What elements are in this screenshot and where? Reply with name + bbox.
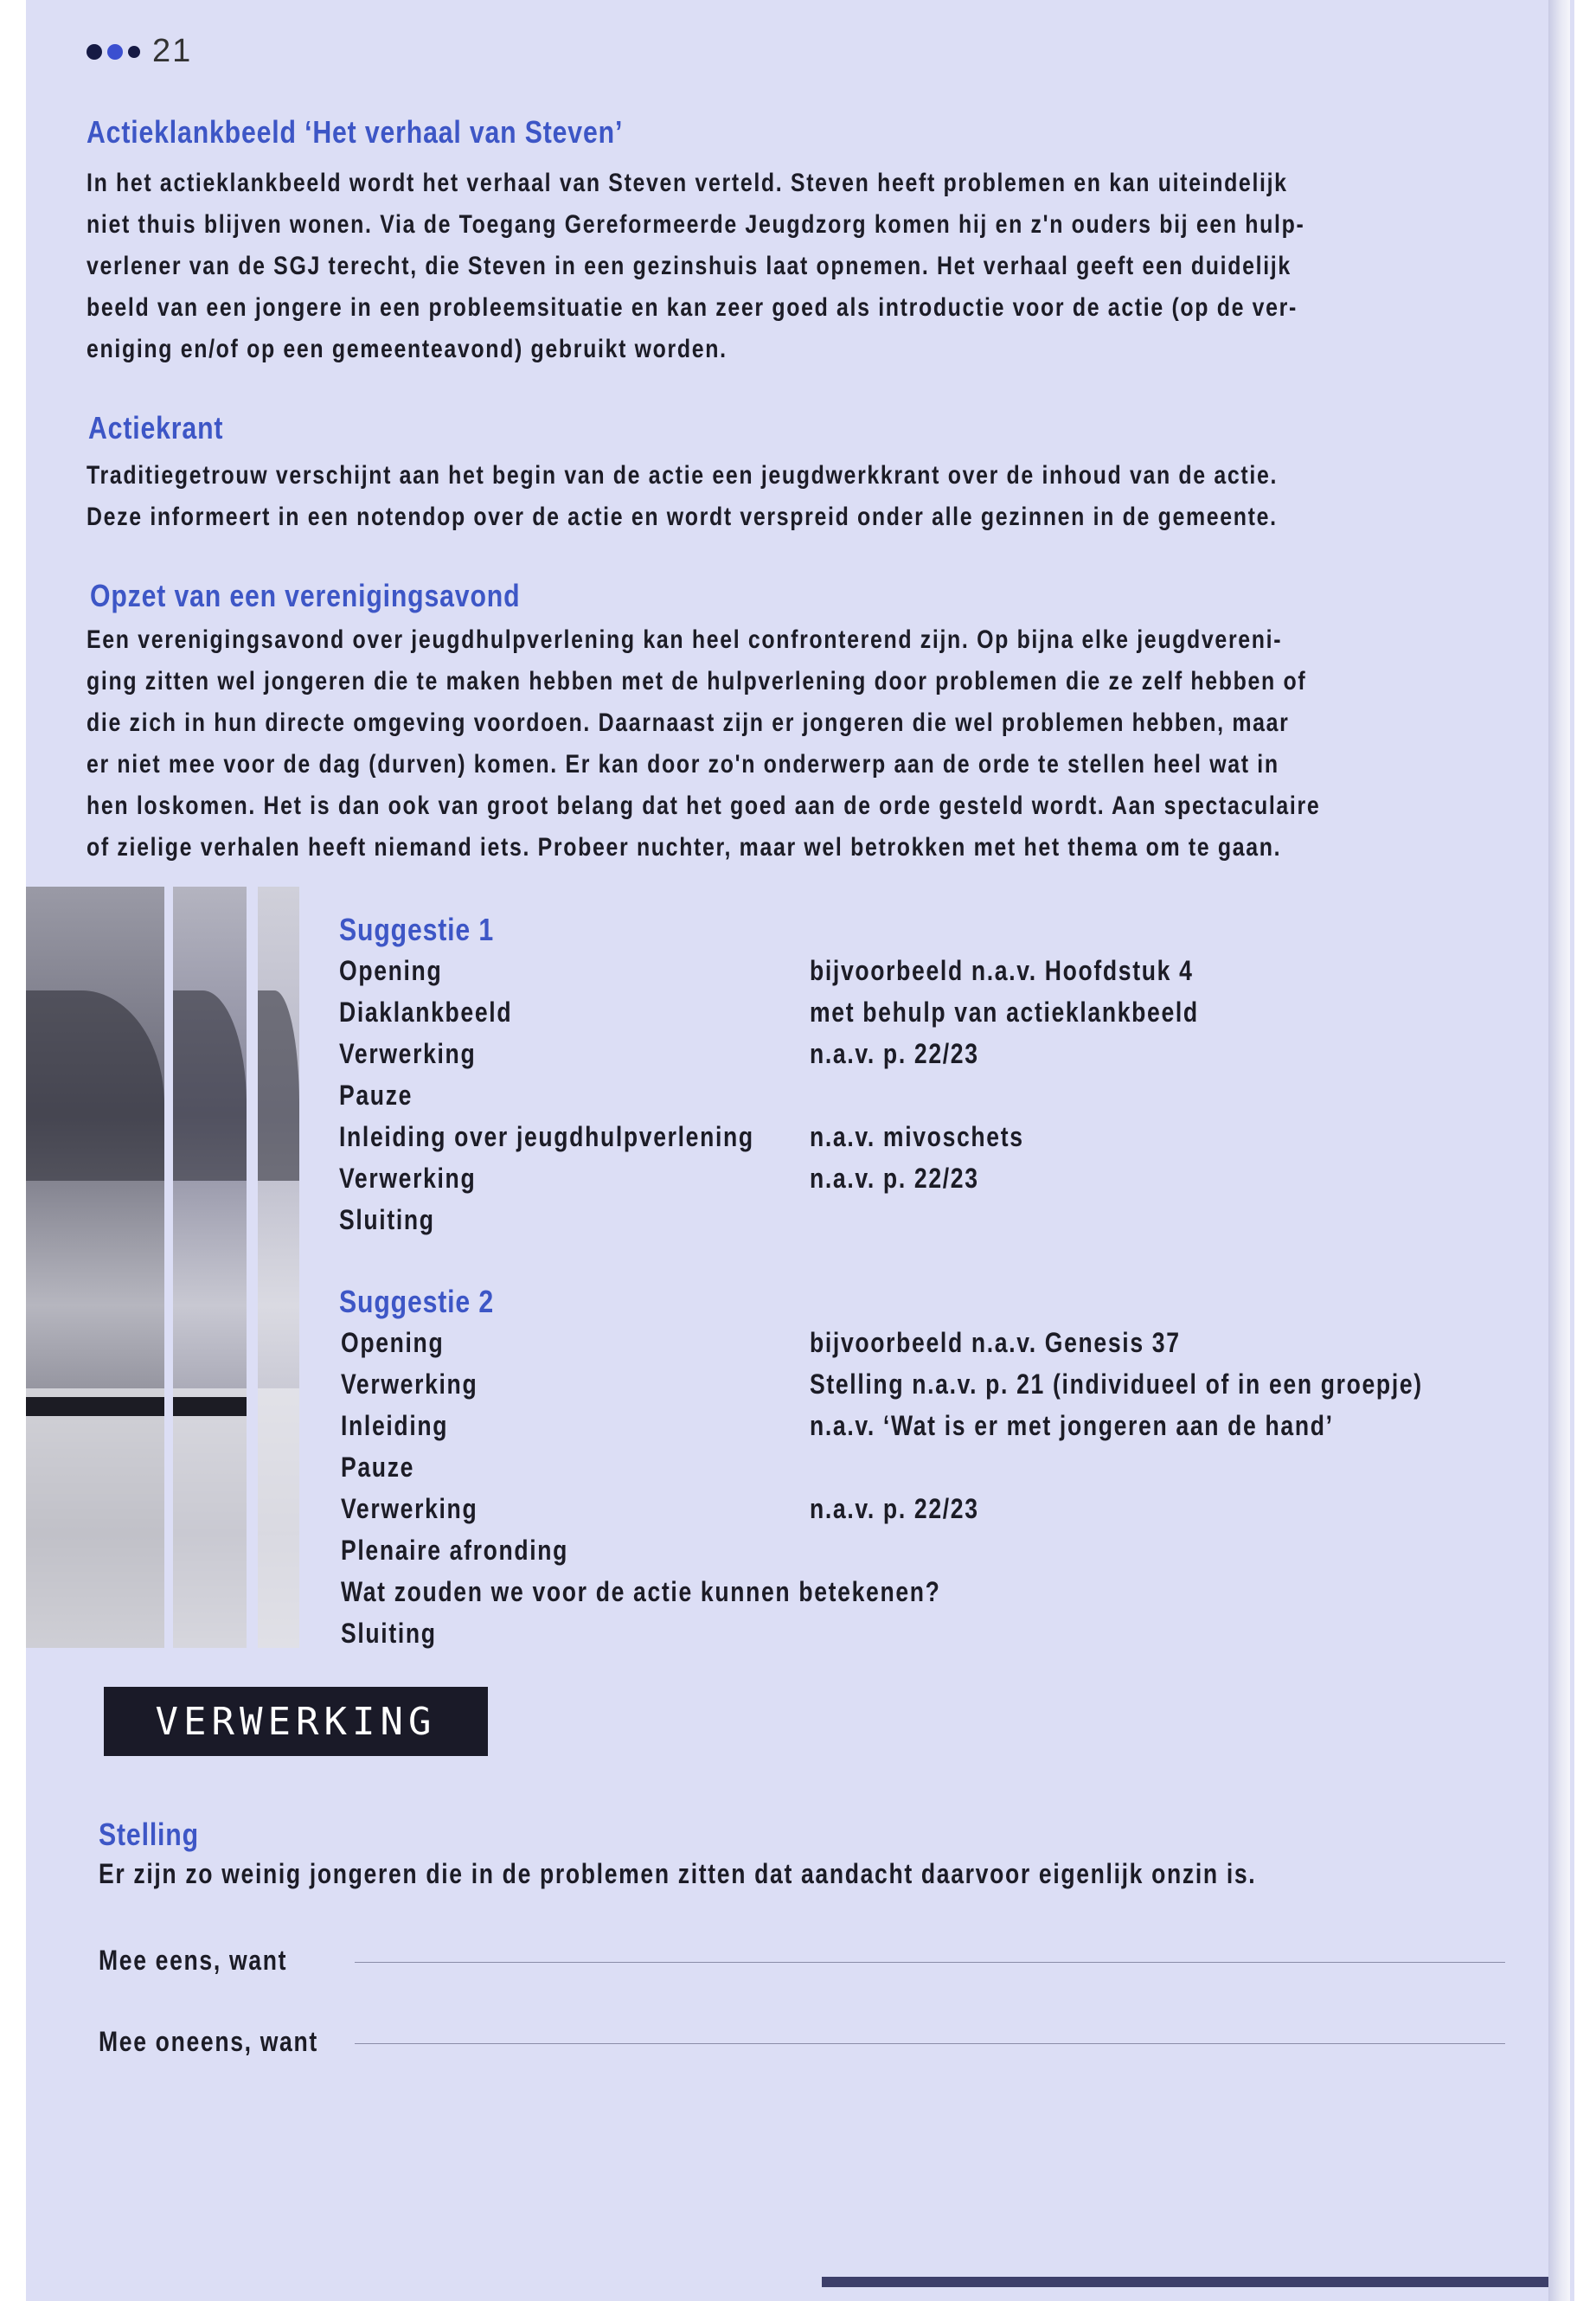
disagree-answer-line[interactable]	[355, 2043, 1505, 2044]
disagree-label: Mee oneens, want	[99, 2026, 318, 2057]
text-line: beeld van een jongere in een probleemsituatie en kan zeer goed als introductie voor de actie (op de ver-	[87, 293, 1298, 322]
text-line: verlener van de SGJ terecht, die Steven in een gezinshuis laat opnemen. Het verhaal geeft een duidelijk	[87, 252, 1292, 280]
agenda-item: Plenaire afronding	[341, 1535, 569, 1566]
text-line: Een verenigingsavond over jeugdhulpverlening kan heel confronterend zijn. Op bijna elke jeugdvereni-	[87, 625, 1283, 654]
text-line: Deze informeert in een notendop over de actie en wordt verspreid onder alle gezinnen in de gemeente.	[87, 503, 1278, 531]
page-edge	[1548, 0, 1570, 2301]
text-line: er niet mee voor de dag (durven) komen. Er kan door zo'n onderwerp aan de orde te stellen heel wat in	[87, 750, 1279, 779]
agenda-item: Sluiting	[339, 1204, 435, 1235]
agenda-note: bijvoorbeeld n.a.v. Hoofdstuk 4	[810, 955, 1194, 986]
text-line: eniging en/of op een gemeenteavond) gebruikt worden.	[87, 335, 727, 363]
portrait-photo-strip	[258, 887, 299, 1648]
section-heading-actieklankbeeld: Actieklankbeeld ‘Het verhaal van Steven’	[87, 114, 624, 150]
section-body-actiekrant	[87, 455, 1542, 538]
suggestie-1-heading: Suggestie 1	[339, 912, 494, 947]
agenda-note: n.a.v. p. 22/23	[810, 1038, 979, 1069]
portrait-photo-strip	[173, 887, 247, 1648]
agenda-item: Verwerking	[339, 1163, 477, 1194]
section-heading-actiekrant: Actiekrant	[88, 410, 224, 445]
agenda-note: n.a.v. p. 22/23	[810, 1163, 979, 1194]
agree-answer-line[interactable]	[355, 1962, 1505, 1963]
bullet-dot-icon	[107, 44, 123, 60]
bullet-dot-icon	[128, 46, 140, 58]
text-line: niet thuis blijven wonen. Via de Toegang Gereformeerde Jeugdzorg komen hij en z'n ouders bij een hulp-	[87, 210, 1305, 239]
agenda-note: n.a.v. p. 22/23	[810, 1493, 979, 1524]
section-body-verenigingsavond	[87, 619, 1542, 868]
agenda-item: Pauze	[339, 1080, 413, 1111]
agree-label: Mee eens, want	[99, 1945, 288, 1976]
text-line: In het actieklankbeeld wordt het verhaal van Steven verteld. Steven heeft problemen en kan uiteindelijk	[87, 169, 1288, 197]
bottom-edge-bar	[822, 2277, 1548, 2287]
agenda-item: Pauze	[341, 1452, 415, 1483]
text-line: Traditiegetrouw verschijnt aan het begin van de actie een jeugdwerkkrant over de inhoud van de actie.	[87, 461, 1279, 490]
section-body-actieklankbeeld	[87, 163, 1542, 370]
verwerking-label: VERWERKING	[155, 1699, 437, 1744]
portrait-photo-strip	[26, 887, 164, 1648]
document-page	[26, 0, 1574, 2301]
section-heading-verenigingsavond: Opzet van een verenigingsavond	[90, 578, 521, 613]
text-line: die zich in hun directe omgeving voordoen. Daarnaast zijn er jongeren die wel problemen hebben, maar	[87, 708, 1290, 737]
agenda-note: bijvoorbeeld n.a.v. Genesis 37	[810, 1327, 1181, 1358]
agenda-note: Stelling n.a.v. p. 21 (individueel of in een groepje)	[810, 1368, 1423, 1400]
agenda-item: Opening	[341, 1327, 445, 1358]
agenda-item: Verwerking	[341, 1368, 478, 1400]
agenda-item: Wat zouden we voor de actie kunnen betekenen?	[341, 1576, 941, 1607]
bullet-dot-icon	[87, 44, 102, 60]
agenda-note: n.a.v. ‘Wat is er met jongeren aan de hand’	[810, 1410, 1334, 1441]
verwerking-label-box	[104, 1687, 488, 1756]
agenda-item: Opening	[339, 955, 443, 986]
stelling-heading: Stelling	[99, 1817, 199, 1852]
agenda-item: Diaklankbeeld	[339, 997, 513, 1028]
text-line: hen loskomen. Het is dan ook van groot belang dat het goed aan de orde gesteld wordt. Aan spectaculaire	[87, 792, 1321, 820]
suggestie-2-heading: Suggestie 2	[339, 1284, 494, 1319]
agenda-item: Inleiding over jeugdhulpverlening	[339, 1121, 754, 1152]
stelling-text: Er zijn zo weinig jongeren die in de problemen zitten dat aandacht daarvoor eigenlijk onzin is.	[99, 1858, 1257, 1889]
agenda-item: Verwerking	[341, 1493, 478, 1524]
page-number: 21	[152, 33, 193, 69]
page-header	[87, 33, 192, 70]
agenda-item: Verwerking	[339, 1038, 477, 1069]
agenda-note: n.a.v. mivoschets	[810, 1121, 1024, 1152]
agenda-item: Inleiding	[341, 1410, 449, 1441]
agenda-item: Sluiting	[341, 1618, 437, 1649]
agenda-note: met behulp van actieklankbeeld	[810, 997, 1199, 1028]
text-line: of zielige verhalen heeft niemand iets. Probeer nuchter, maar wel betrokken met het thema om te gaan.	[87, 833, 1282, 862]
text-line: ging zitten wel jongeren die te maken hebben met de hulpverlening door problemen die ze zelf hebben of	[87, 667, 1307, 695]
